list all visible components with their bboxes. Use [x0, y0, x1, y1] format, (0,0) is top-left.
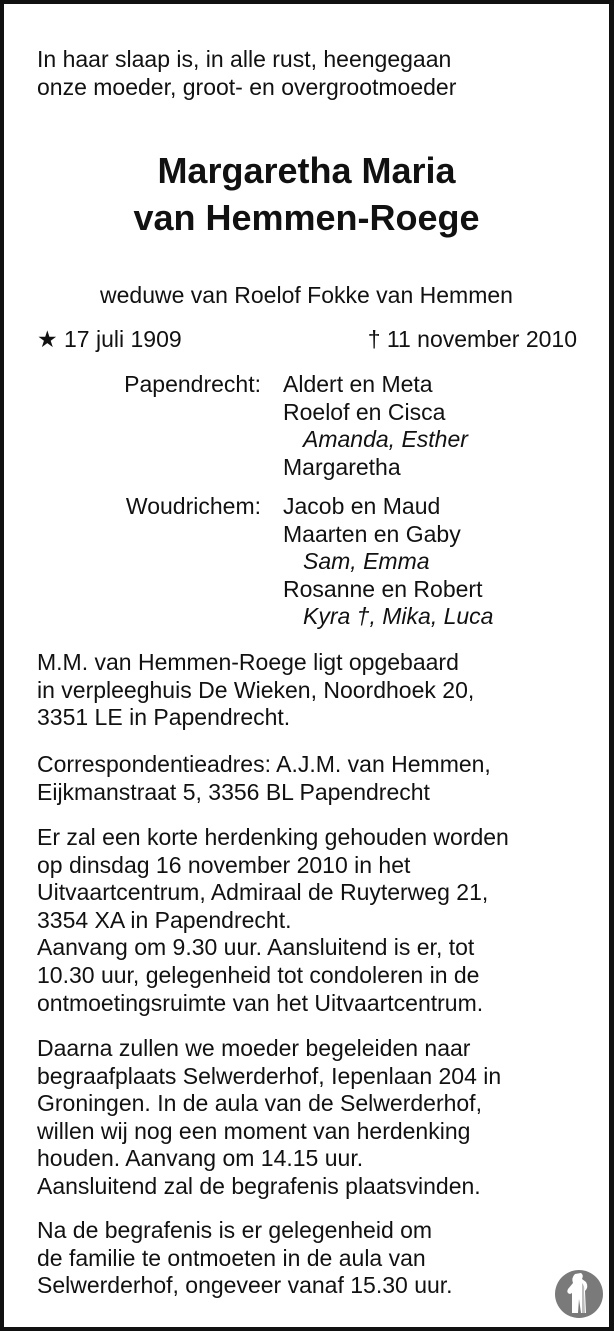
grandchildren: Kyra †, Mika, Luca: [303, 603, 494, 630]
text-line: Na de begrafenis is er gelegenheid om: [37, 1217, 433, 1243]
text-line: M.M. van Hemmen-Roege ligt opgebaard: [37, 649, 459, 675]
family-list: [283, 371, 468, 481]
text-line: willen wij nog een moment van herdenking: [37, 1117, 471, 1144]
family-place: Woudrichem:: [125, 493, 261, 519]
family-member: Margaretha: [283, 453, 401, 480]
family-member: Maarten en Gaby: [283, 520, 461, 547]
text-line: Er zal een korte herdenking gehouden worden: [37, 824, 509, 850]
text-line: Aansluitend zal de begrafenis plaatsvinden.: [37, 1172, 481, 1199]
text-line: houden. Aanvang om 14.15 uur.: [37, 1145, 364, 1172]
death-date: † 11 november 2010: [367, 326, 577, 352]
family-place: Papendrecht:: [124, 371, 261, 397]
laid-out-paragraph: [37, 649, 474, 732]
text-line: in verpleeghuis De Wieken, Noordhoek 20,: [37, 676, 475, 703]
text-line: Aanvang om 9.30 uur. Aansluitend is er, tot: [37, 934, 475, 961]
deceased-name-last: van Hemmen-Roege: [133, 197, 480, 238]
grandchildren: Amanda, Esther: [303, 426, 468, 453]
gathering-paragraph: [37, 1217, 453, 1300]
grandchildren: Sam, Emma: [303, 548, 430, 575]
family-member: Jacob en Maud: [283, 493, 441, 519]
embracing-figures-logo-icon: [555, 1270, 603, 1318]
family-member: Aldert en Meta: [283, 371, 433, 397]
text-line: 3351 LE in Papendrecht.: [37, 704, 291, 731]
family-member: Roelof en Cisca: [283, 398, 446, 425]
widow-of: weduwe van Roelof Fokke van Hemmen: [100, 282, 513, 308]
ceremony-paragraph: [37, 824, 509, 1017]
text-line: Groningen. In de aula van de Selwerderhof,: [37, 1090, 482, 1117]
text-line: Eijkmanstraat 5, 3356 BL Papendrecht: [37, 778, 430, 805]
text-line: 3354 XA in Papendrecht.: [37, 906, 292, 933]
text-line: Selwerderhof, ongeveer vanaf 15.30 uur.: [37, 1272, 453, 1299]
family-list: [283, 493, 493, 631]
text-line: 10.30 uur, gelegenheid tot condoleren in de: [37, 961, 480, 988]
burial-paragraph: [37, 1035, 501, 1201]
intro-text: [37, 46, 456, 101]
correspondence-paragraph: [37, 751, 491, 806]
text-line: Daarna zullen we moeder begeleiden naar: [37, 1035, 471, 1061]
text-line: Correspondentieadres: A.J.M. van Hemmen,: [37, 751, 491, 777]
text-line: op dinsdag 16 november 2010 in het: [37, 851, 411, 878]
birth-date: ★ 17 juli 1909: [37, 326, 182, 352]
text-line: ontmoetingsruimte van het Uitvaartcentrum.: [37, 989, 484, 1016]
family-member: Rosanne en Robert: [283, 575, 483, 602]
text-line: begraafplaats Selwerderhof, Iepenlaan 204 in: [37, 1062, 502, 1089]
intro-line: onze moeder, groot- en overgrootmoeder: [37, 73, 457, 100]
text-line: de familie te ontmoeten in de aula van: [37, 1244, 426, 1271]
text-line: Uitvaartcentrum, Admiraal de Ruyterweg 21,: [37, 879, 489, 906]
deceased-name-first: Margaretha Maria: [157, 150, 456, 191]
intro-line: In haar slaap is, in alle rust, heengegaan: [37, 46, 452, 72]
